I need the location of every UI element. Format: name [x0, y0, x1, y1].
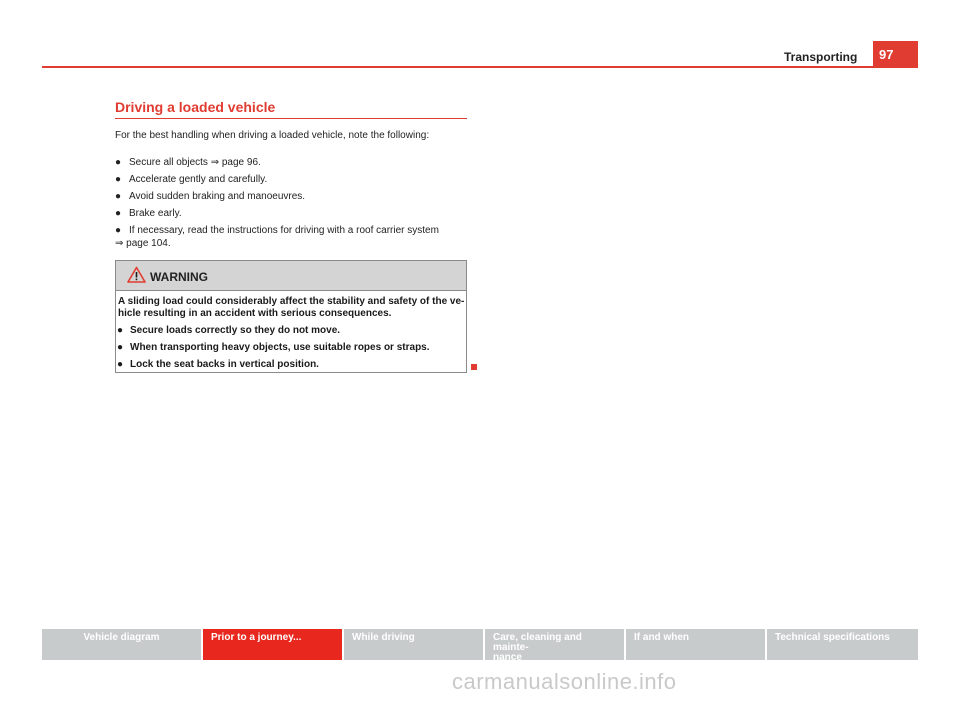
nav-tab-label: Care, cleaning and mainte-: [493, 632, 582, 653]
nav-tab-label: Prior to a journey...: [211, 632, 302, 643]
warning-text-line: hicle resulting in an accident with serious consequences.: [118, 308, 392, 319]
nav-tab-label: Vehicle diagram: [83, 632, 160, 643]
watermark-text: carmanualsonline.info: [452, 669, 677, 694]
footer-navigation: [42, 629, 918, 663]
bullet-icon: ●: [115, 225, 122, 236]
nav-tab-vehicle-diagram[interactable]: [42, 629, 201, 660]
list-item-text: Brake early.: [129, 208, 182, 219]
nav-tab-label: If and when: [634, 632, 689, 643]
warning-list-item-text: When transporting heavy objects, use suitable ropes or straps.: [130, 342, 430, 353]
list-item-text: Accelerate gently and carefully.: [129, 174, 268, 185]
nav-tab-if-and-when[interactable]: [626, 629, 765, 660]
nav-tab-care-cleaning[interactable]: [485, 629, 624, 663]
bullet-icon: ●: [117, 325, 124, 336]
section-end-marker: [471, 364, 477, 370]
warning-box: [115, 260, 467, 373]
list-item-continuation: ⇒ page 104.: [115, 238, 171, 249]
section-title: Driving a loaded vehicle: [115, 99, 276, 115]
header-rule: [42, 66, 918, 68]
bullet-icon: ●: [115, 191, 122, 202]
nav-tab-label: Technical specifications: [775, 632, 890, 643]
section-title-rule: [115, 118, 467, 119]
list-item-text: Avoid sudden braking and manoeuvres.: [129, 191, 306, 202]
bullet-icon: ●: [115, 157, 122, 168]
warning-text-line: A sliding load could considerably affect the stability and safety of the ve-: [118, 296, 465, 307]
bullet-icon: ●: [117, 342, 124, 353]
warning-label: WARNING: [150, 270, 208, 284]
page-number-badge: 97: [873, 41, 918, 68]
list-item-text: Secure all objects ⇒ page 96.: [129, 157, 261, 168]
list-item-text: If necessary, read the instructions for driving with a roof carrier system: [129, 225, 439, 236]
nav-tab-label-line2: nance: [493, 652, 522, 663]
warning-list-item-text: Secure loads correctly so they do not move.: [130, 325, 341, 336]
bullet-icon: ●: [117, 359, 124, 370]
bullet-icon: ●: [115, 174, 122, 185]
chapter-title: Transporting: [784, 50, 858, 64]
bullet-icon: ●: [115, 208, 122, 219]
nav-tab-prior-to-journey[interactable]: [203, 629, 342, 660]
nav-tab-technical-specifications[interactable]: [767, 629, 918, 660]
nav-tab-label: While driving: [352, 632, 415, 643]
intro-text: For the best handling when driving a loaded vehicle, note the following:: [115, 130, 430, 141]
warning-triangle-icon: [127, 266, 146, 283]
warning-list-item-text: Lock the seat backs in vertical position.: [130, 359, 319, 370]
nav-tab-while-driving[interactable]: [344, 629, 483, 660]
warning-header: [116, 261, 466, 291]
